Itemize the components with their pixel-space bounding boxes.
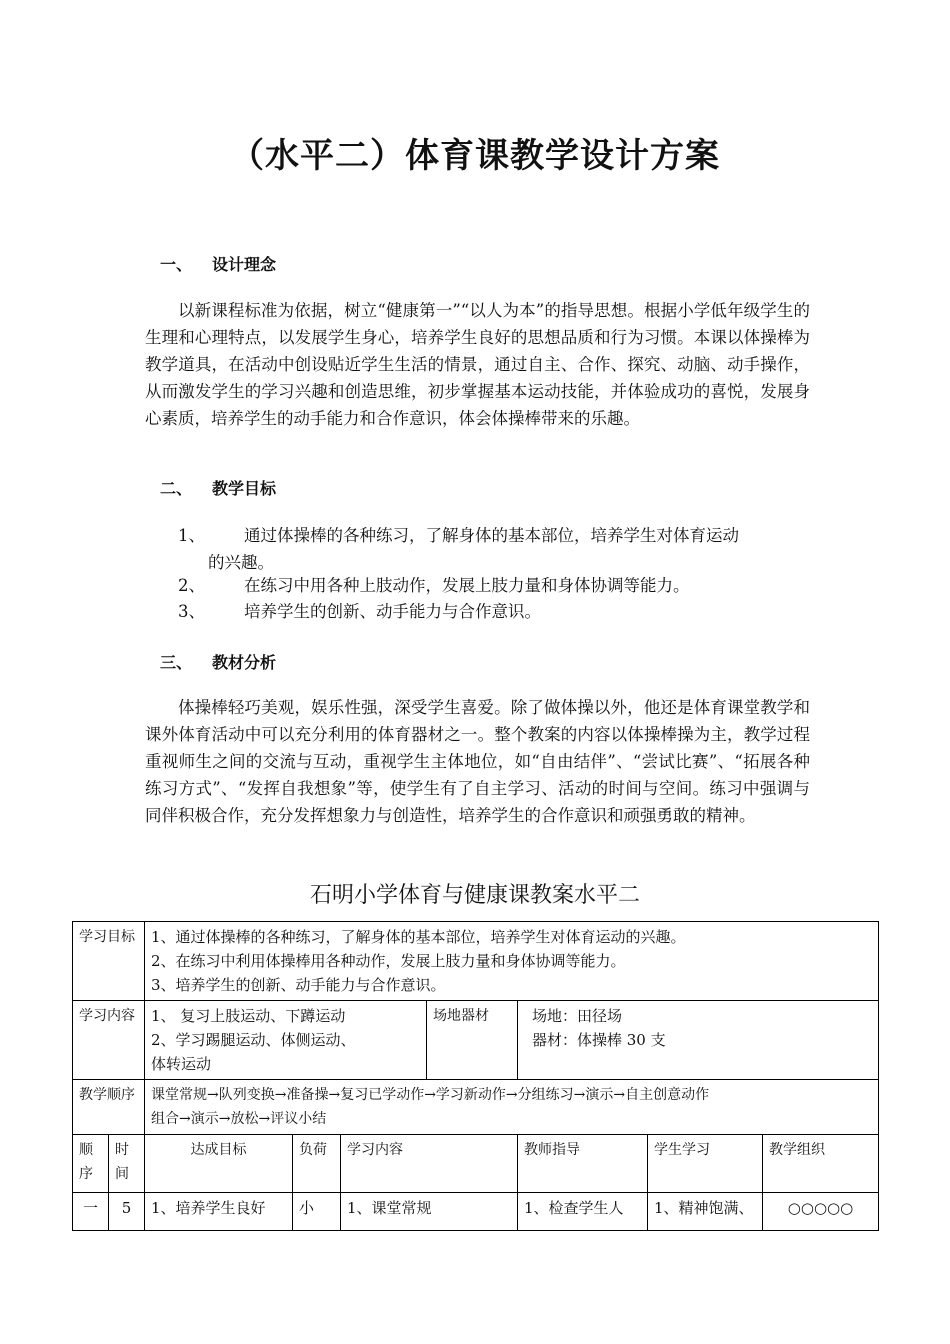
goal-text-continued: 的兴趣。 — [208, 553, 274, 572]
goals-label: 学习目标 — [73, 922, 145, 1001]
header-time: 时间 — [109, 1135, 145, 1193]
venue-text: 场地：田径场 — [532, 1007, 623, 1025]
table-row-order — [73, 1080, 879, 1135]
section-title: 教学目标 — [212, 479, 277, 498]
content-line: 2、学习踢腿运动、体侧运动、 — [151, 1031, 356, 1049]
section-title: 教材分析 — [212, 653, 277, 672]
section-number: 二、 — [160, 479, 193, 498]
section-number: 一、 — [160, 255, 193, 274]
goal-text: 在练习中用各种上肢动作，发展上肢力量和身体协调等能力。 — [244, 576, 690, 595]
section-heading-material-analysis — [160, 650, 276, 673]
content-line: 体转运动 — [151, 1055, 212, 1073]
cell-content: 1、课堂常规 — [341, 1193, 518, 1231]
section-title: 设计理念 — [212, 255, 277, 274]
goal-item-2 — [178, 572, 808, 599]
equipment-cell — [518, 1001, 879, 1080]
cell-teacher: 1、检查学生人 — [518, 1193, 648, 1231]
order-line: 课堂常规→队列变换→准备操→复习已学动作→学习新动作→分组练习→演示→自主创意动作 — [151, 1087, 710, 1103]
material-analysis-paragraph: 体操棒轻巧美观，娱乐性强，深受学生喜爱。除了做体操以外，他还是体育课堂教学和课外体育活动中可以充分利用的体育器材之一。整个教案的内容以体操棒操为主，教学过程重视师生之间的交流与互动，重视学生主体地位，如“自由结伴”、“尝试比赛”、“拓展各种练习方式”、“发挥自我想象”等，使学生有了自主学习、活动的时间与空间。练习中强调与同伴积极合作，充分发挥想象力与创造性，培养学生的合作意识和顽强勇敢的精神。 — [145, 698, 810, 825]
cell-seq: 一 — [73, 1193, 109, 1231]
lesson-plan-title: 石明小学体育与健康课教案水平二 — [309, 883, 640, 908]
content-cell — [145, 1001, 427, 1080]
lesson-plan-table — [72, 921, 879, 1231]
header-content: 学习内容 — [341, 1135, 518, 1193]
cell-time: 5 — [109, 1193, 145, 1231]
header-load: 负荷 — [293, 1135, 341, 1193]
goal-line: 2、在练习中利用体操棒用各种动作，发展上肢力量和身体协调等能力。 — [151, 952, 626, 970]
goal-line: 3、培养学生的创新、动手能力与合作意识。 — [151, 976, 446, 994]
goals-cell — [145, 922, 879, 1001]
content-line: 1、 复习上肢运动、下蹲运动 — [151, 1007, 346, 1025]
header-seq: 顺序 — [73, 1135, 109, 1193]
header-goal: 达成目标 — [145, 1135, 293, 1193]
equipment-label: 场地器材 — [427, 1001, 518, 1080]
header-student: 学生学习 — [648, 1135, 763, 1193]
table-row-content — [73, 1001, 879, 1080]
order-cell — [145, 1080, 879, 1135]
goal-item-1 — [178, 522, 808, 576]
content-label: 学习内容 — [73, 1001, 145, 1080]
cell-student: 1、精神饱满、 — [648, 1193, 763, 1231]
table-header-row — [73, 1135, 879, 1193]
goal-text: 培养学生的创新、动手能力与合作意识。 — [244, 602, 541, 621]
section-number: 三、 — [160, 653, 193, 672]
section-heading-design-concept — [160, 252, 276, 275]
goal-text: 通过体操棒的各种练习，了解身体的基本部位，培养学生对体育运动 — [244, 526, 739, 545]
order-line: 组合→演示→放松→评议小结 — [151, 1111, 327, 1127]
header-org: 教学组织 — [763, 1135, 879, 1193]
goal-number: 1、 — [178, 526, 205, 545]
page-title: （水平二）体育课教学设计方案 — [230, 136, 720, 176]
table-row-goals — [73, 922, 879, 1001]
section-heading-teaching-goals — [160, 476, 276, 499]
equipment-text: 器材：体操棒 30 支 — [532, 1031, 666, 1049]
goal-line: 1、通过体操棒的各种练习，了解身体的基本部位，培养学生对体育运动的兴趣。 — [151, 928, 686, 946]
order-label: 教学顺序 — [73, 1080, 145, 1135]
cell-load: 小 — [293, 1193, 341, 1231]
goal-number: 2、 — [178, 576, 205, 595]
goal-number: 3、 — [178, 602, 205, 621]
table-row — [73, 1193, 879, 1231]
cell-org: ○○○○○ — [763, 1193, 879, 1231]
header-teacher: 教师指导 — [518, 1135, 648, 1193]
design-concept-paragraph: 以新课程标准为依据，树立“健康第一”“以人为本”的指导思想。根据小学低年级学生的生理和心理特点，以发展学生身心，培养学生良好的思想品质和行为习惯。本课以体操棒为教学道具，在活动中创设贴近学生生活的情景，通过自主、合作、探究、动脑、动手操作，从而激发学生的学习兴趣和创造思维，初步掌握基本运动技能，并体验成功的喜悦，发展身心素质，培养学生的动手能力和合作意识，体会体操棒带来的乐趣。 — [145, 301, 810, 428]
goal-item-3 — [178, 598, 808, 625]
cell-goal: 1、培养学生良好 — [145, 1193, 293, 1231]
